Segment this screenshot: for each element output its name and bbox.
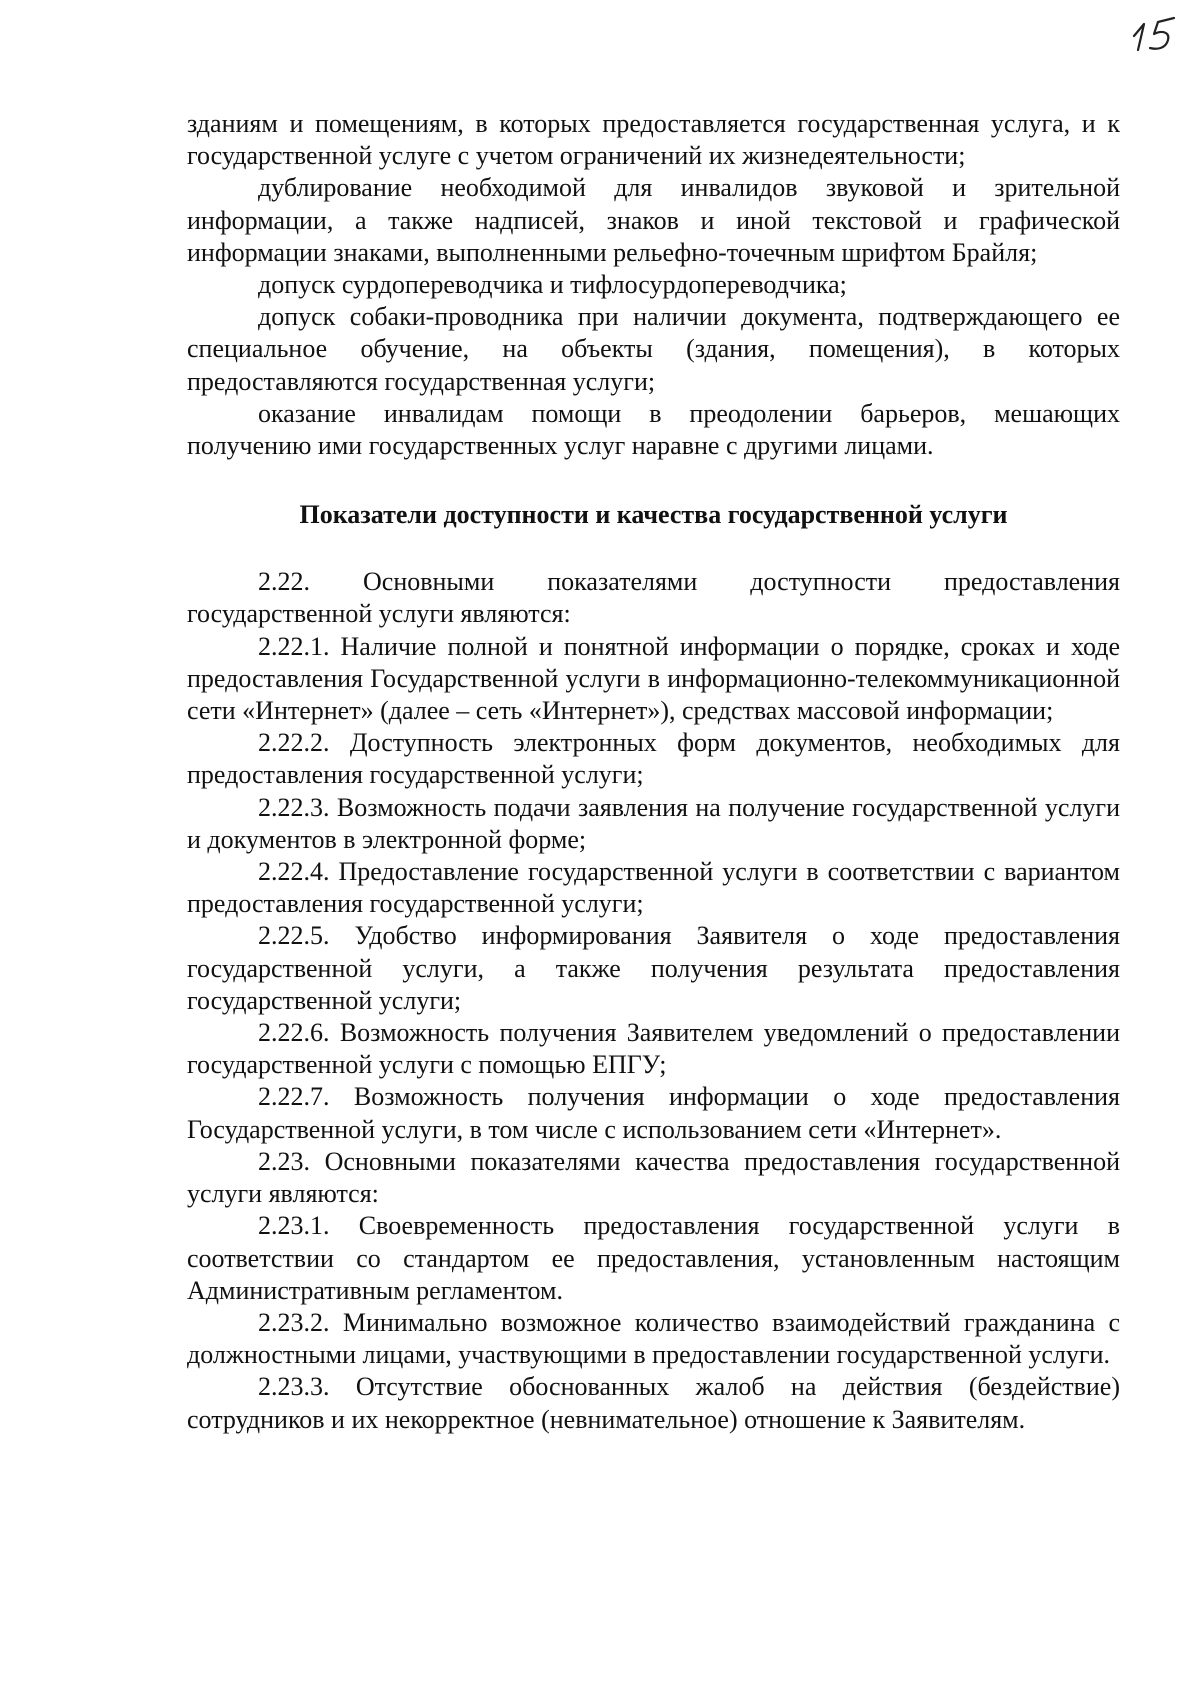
section-heading: Показатели доступности и качества государственной услуги [299, 500, 1008, 530]
paragraph: 2.22.6. Возможность получения Заявителем уведомлений о предоставлении государственной услуги с помощью ЕПГУ; [187, 1018, 1120, 1080]
paragraph: 2.23.2. Минимально возможное количество взаимодействий гражданина с должностными лицами, участвующими в предоставлении государственной услуги. [187, 1307, 1120, 1370]
paragraph: 2.22. Основными показателями доступности предоставления государственной услуги являются: [187, 567, 1120, 629]
document-body [187, 108, 1120, 1436]
handwritten-page-number-glyph [1128, 10, 1184, 60]
paragraph: 2.23.3. Отсутствие обоснованных жалоб на действия (бездействие) сотрудников и их некорректное (невнимательное) отношение к Заявителям. [187, 1372, 1120, 1434]
handwritten-page-number [1128, 10, 1184, 60]
paragraph: дублирование необходимой для инвалидов звуковой и зрительной информации, а также надписей, знаков и иной текстовой и графической информации знаками, выполненными рельефно-точечным шрифтом Брайля; [187, 173, 1120, 267]
paragraph: 2.22.7. Возможность получения информации о ходе предоставления Государственной услуги, в том числе с использованием сети «Интернет». [187, 1082, 1120, 1144]
paragraph: допуск сурдопереводчика и тифлосурдопереводчика; [258, 270, 847, 300]
paragraph: 2.23.1. Своевременность предоставления государственной услуги в соответствии со стандартом ее предоставления, установленным настоящим Административным регламентом. [187, 1211, 1120, 1305]
paragraph: 2.22.4. Предоставление государственной услуги в соответствии с вариантом предоставления государственной услуги; [187, 857, 1120, 919]
paragraph: 2.22.2. Доступность электронных форм документов, необходимых для предоставления государственной услуги; [187, 728, 1120, 790]
paragraph: зданиям и помещениям, в которых предоставляется государственная услуга, и к государственной услуге с учетом ограничений их жизнедеятельности; [187, 109, 1120, 171]
paragraph: оказание инвалидам помощи в преодолении барьеров, мешающих получению ими государственных услуг наравне с другими лицами. [187, 398, 1120, 461]
paragraph: 2.22.1. Наличие полной и понятной информации о порядке, сроках и ходе предоставления Государственной услуги в информационно-телекоммуникационной сети «Интернет» (далее – сеть «Интернет»), средствах массовой информации; [187, 631, 1120, 726]
paragraph: 2.22.3. Возможность подачи заявления на получение государственной услуги и документов в электронной форме; [187, 792, 1120, 854]
paragraph: 2.23. Основными показателями качества предоставления государственной услуги являются: [187, 1146, 1120, 1209]
paragraph: допуск собаки-проводника при наличии документа, подтверждающего ее специальное обучение, на объекты (здания, помещения), в которых предоставляются государственная услуги; [187, 302, 1120, 396]
paragraph: 2.22.5. Удобство информирования Заявителя о ходе предоставления государственной услуги, а также получения результата предоставления государственной услуги; [187, 921, 1120, 1015]
